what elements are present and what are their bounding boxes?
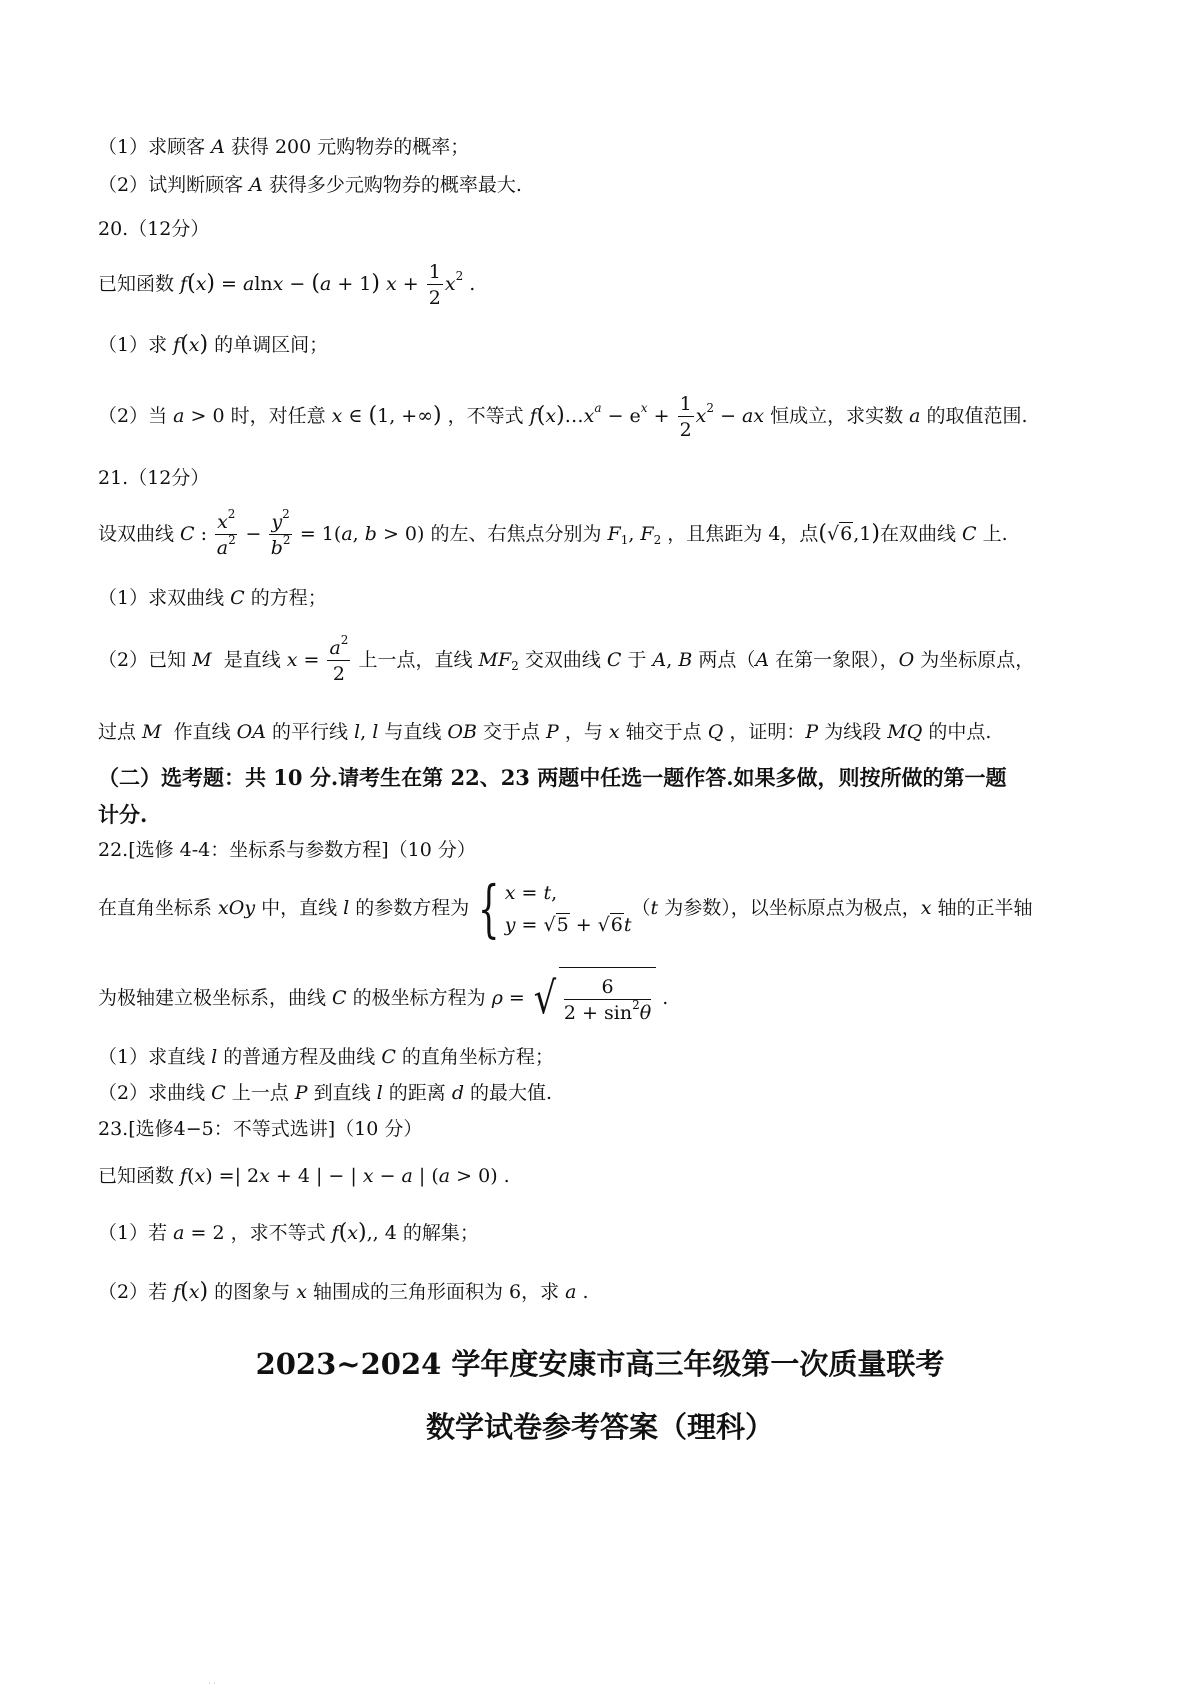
q21-part-2a: （2）已知 M 是直线 x = $\frac{a^2}{2}$ 上一点，直线 $MF_2$ 交双曲线 C 于 A, B 两点（A 在第一象限），O 为坐标原点， <box>98 632 1035 685</box>
q19-part-2: （2）试判断顾客 A 获得多少元购物券的概率最大. <box>98 174 522 196</box>
q22-stem-b: 为极轴建立极坐标系，曲线 C 的极坐标方程为 ρ = √ $\frac{6}{2 + \sin^2\theta}$ . <box>98 966 668 1032</box>
q20-stem: 已知函数 f(x) = alnx − (a + 1) x + $\frac{1}{2}$ $x^2$ . <box>98 260 476 309</box>
q19-part-1: （1）求顾客 A 获得 200 元购物券的概率； <box>98 136 470 158</box>
q20-part-2: （2）当 a > 0 时，对任意 x ∈ (1, +∞) ，不等式 $f(x)\dots x^a - e^x$ + $\frac{1}{2}$ $x^2$ − ax 恒成立，求实数 a 的取值范围. <box>98 392 1028 441</box>
q22-part-1: （1）求直线 l 的普通方程及曲线 C 的直角坐标方程； <box>98 1046 554 1068</box>
q21-part-2b: 过点 M 作直线 OA 的平行线 l, l 与直线 OB 交于点 P ，与 x 轴交于点 Q ，证明：P 为线段 MQ 的中点. <box>98 721 992 743</box>
q23-part-2: （2）若 f(x) 的图象与 x 轴围成的三角形面积为 6，求 a . <box>98 1279 589 1304</box>
footer-mark: · · <box>208 1679 216 1688</box>
section-2-heading-line-1: （二）选考题：共 10 分.请考生在第 22、23 两题中任选一题作答.如果多做，则按所做的第一题 <box>98 765 1007 790</box>
q22-stem-a: 在直角坐标系 xOy 中，直线 l 的参数方程为 { x = t, y = √5 + √6t （t 为参数），以坐标原点为极点，x 轴的正半轴 <box>98 872 1033 945</box>
q22-part-2: （2）求曲线 C 上一点 P 到直线 l 的距离 d 的最大值. <box>98 1082 553 1104</box>
q23-heading: 23.[选修4−5：不等式选讲]（10 分） <box>98 1118 423 1140</box>
answer-key-title: 2023~2024 学年度安康市高三年级第一次质量联考 <box>255 1347 945 1381</box>
q23-stem: 已知函数 f(x) =| 2x + 4 | − | x − a | (a > 0) . <box>98 1165 510 1187</box>
q21-heading: 21.（12分） <box>98 467 210 489</box>
q20-heading: 20.（12分） <box>98 218 210 240</box>
section-2-heading-line-2: 计分. <box>98 802 148 827</box>
q23-part-1: （1）若 a = 2 ，求不等式 f(x),, 4 的解集； <box>98 1220 479 1245</box>
q20-part-1: （1）求 f(x) 的单调区间； <box>98 332 329 357</box>
answer-key-subtitle: 数学试卷参考答案（理科） <box>425 1410 774 1444</box>
q21-part-1: （1）求双曲线 C 的方程； <box>98 587 327 609</box>
q22-heading: 22.[选修 4-4：坐标系与参数方程]（10 分） <box>98 839 476 861</box>
q21-stem: 设双曲线 C : $\frac{x^2}{a^2}$ − $\frac{y^2}{b^2}$ = 1(a, b > 0) 的左、右焦点分别为 $F_1$, $F_2$ ，且焦距为 4，点(√6,1)在双曲线 C 上. <box>98 506 1008 559</box>
